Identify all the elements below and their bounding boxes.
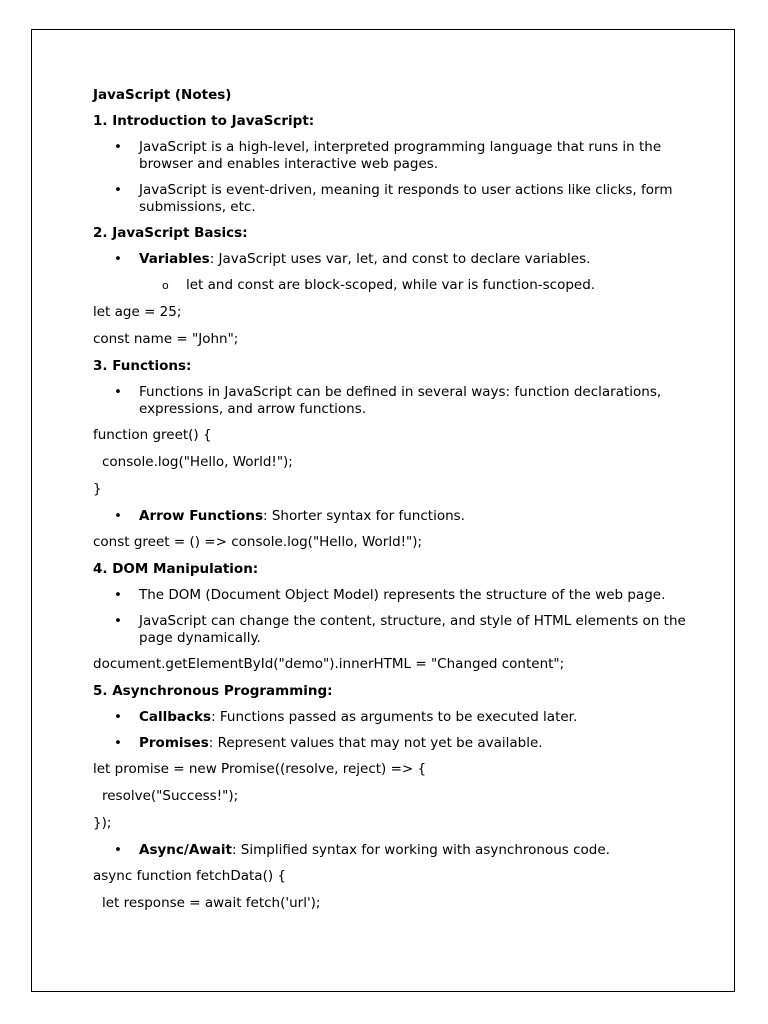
list-item-text: : Shorter syntax for functions. — [263, 508, 465, 524]
list-item-text: : JavaScript uses var, let, and const to declare variables. — [209, 251, 591, 267]
code-line: } — [93, 481, 102, 497]
bullet-icon: • — [114, 613, 122, 629]
section-heading-async: 5. Asynchronous Programming: — [93, 683, 333, 699]
section-heading-basics: 2. JavaScript Basics: — [93, 225, 248, 241]
bullet-icon: • — [114, 709, 122, 725]
list-item — [93, 182, 693, 216]
list-item-text: : Represent values that may not yet be available. — [208, 735, 543, 751]
bullet-icon: • — [114, 735, 122, 751]
list-item-text: Functions in JavaScript can be defined in several ways: function declarations, expressions, and arrow functions. — [139, 384, 662, 417]
bullet-icon: • — [114, 251, 122, 267]
code-line: const name = "John"; — [93, 331, 239, 347]
code-line: document.getElementById("demo").innerHTML = "Changed content"; — [93, 656, 565, 672]
list-item — [93, 613, 693, 647]
list-item — [93, 842, 693, 859]
code-line: resolve("Success!"); — [102, 788, 239, 804]
list-item-term: Arrow Functions — [139, 508, 263, 524]
list-item-term: Async/Await — [139, 842, 232, 858]
list-item — [93, 384, 693, 418]
code-line: let age = 25; — [93, 304, 182, 320]
list-item-text: JavaScript is a high-level, interpreted programming language that runs in the browser and enables interactive web pages. — [139, 139, 662, 172]
bullet-icon: • — [114, 587, 122, 603]
list-item — [93, 735, 693, 752]
code-line: function greet() { — [93, 427, 212, 443]
code-line: console.log("Hello, World!"); — [102, 454, 293, 470]
list-item-term: Promises — [139, 735, 209, 751]
section-heading-functions: 3. Functions: — [93, 358, 192, 374]
list-item — [93, 587, 693, 604]
document-page — [31, 29, 735, 992]
section-heading-intro: 1. Introduction to JavaScript: — [93, 113, 315, 129]
list-item — [93, 508, 693, 525]
bullet-icon: • — [114, 384, 122, 400]
list-item — [93, 139, 693, 173]
list-item-text: : Simplified syntax for working with asynchronous code. — [231, 842, 610, 858]
list-item-text: JavaScript is event-driven, meaning it responds to user actions like clicks, form submissions, etc. — [139, 182, 673, 215]
bullet-icon: • — [114, 182, 122, 198]
list-item — [93, 709, 693, 726]
document-content — [93, 87, 693, 922]
code-line: async function fetchData() { — [93, 868, 286, 884]
code-line: }); — [93, 815, 112, 831]
section-heading-dom: 4. DOM Manipulation: — [93, 561, 259, 577]
sub-bullet-icon: o — [162, 279, 169, 292]
bullet-icon: • — [114, 842, 122, 858]
sub-list-item — [93, 277, 693, 294]
code-line: let promise = new Promise((resolve, reject) => { — [93, 761, 427, 777]
code-line: let response = await fetch('url'); — [102, 895, 321, 911]
sub-list-item-text: let and const are block-scoped, while var is function-scoped. — [186, 277, 596, 293]
bullet-icon: • — [114, 508, 122, 524]
list-item-term: Callbacks — [139, 709, 212, 725]
list-item-text: : Functions passed as arguments to be executed later. — [211, 709, 578, 725]
bullet-icon: • — [114, 139, 122, 155]
list-item-term: Variables — [139, 251, 210, 267]
code-line: const greet = () => console.log("Hello, World!"); — [93, 534, 423, 550]
document-title: JavaScript (Notes) — [93, 87, 232, 103]
list-item — [93, 251, 693, 268]
list-item-text: The DOM (Document Object Model) represents the structure of the web page. — [139, 587, 666, 603]
list-item-text: JavaScript can change the content, structure, and style of HTML elements on the page dynamically. — [139, 613, 686, 646]
